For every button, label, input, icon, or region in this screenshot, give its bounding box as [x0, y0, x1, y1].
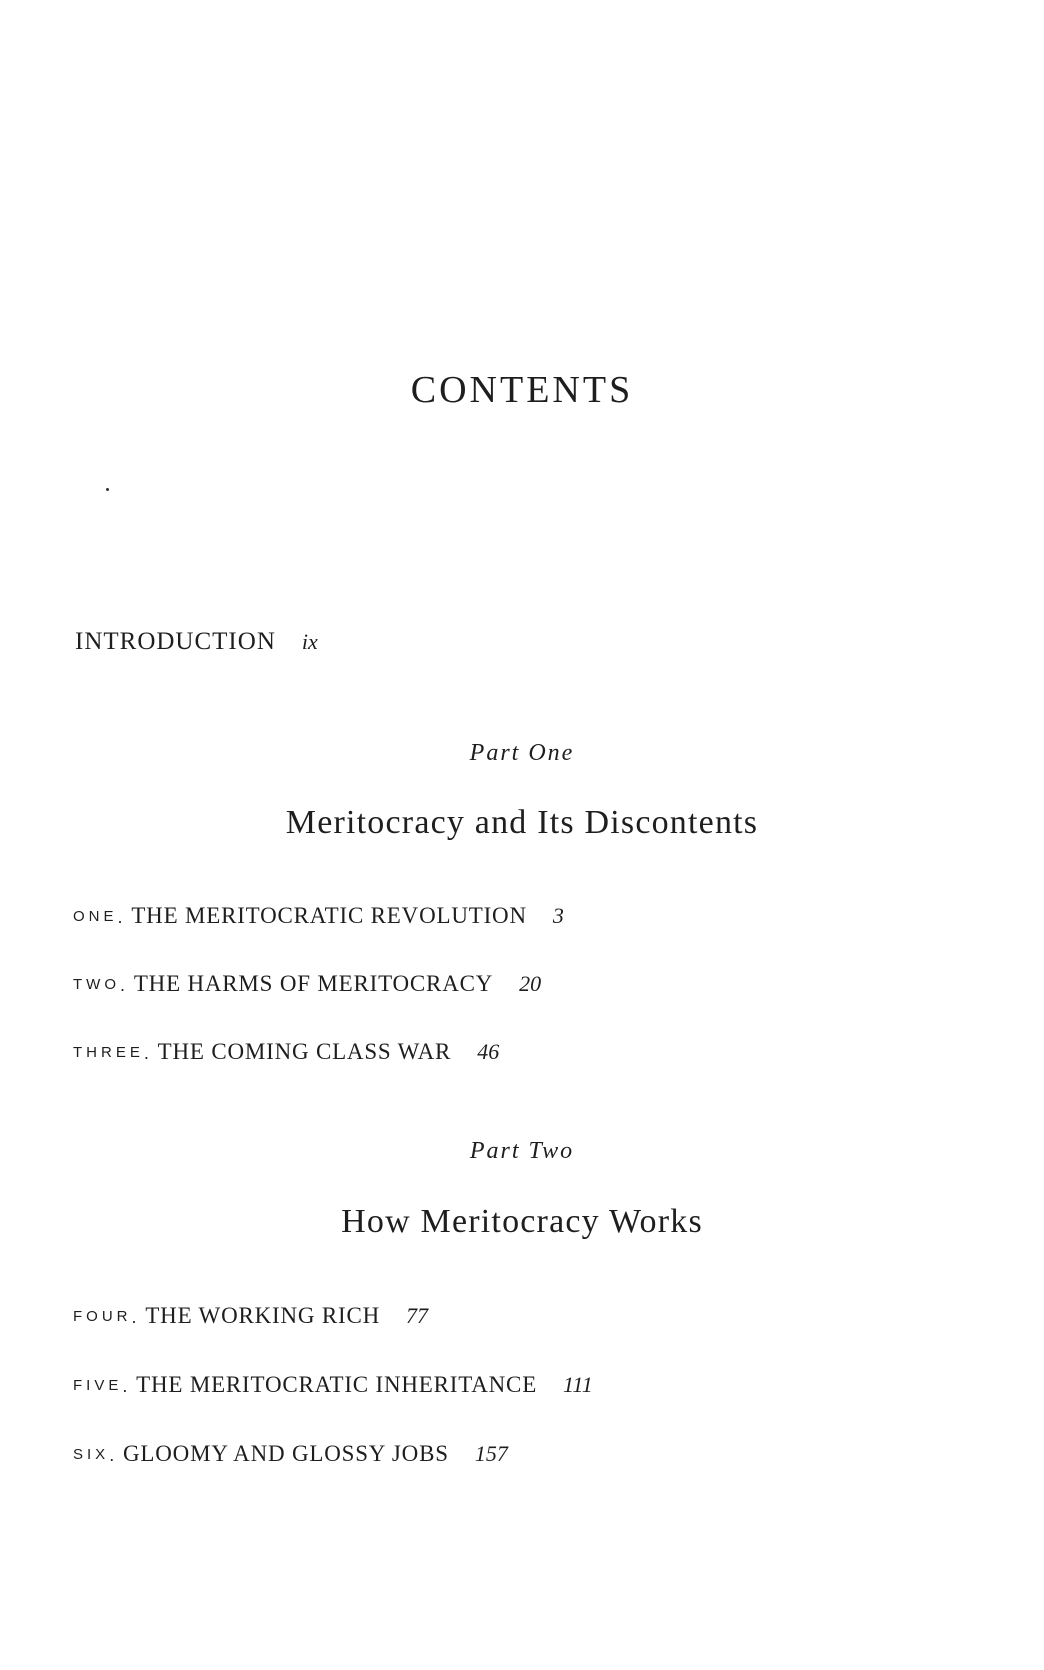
- chapter-separator: .: [122, 1376, 129, 1396]
- introduction-page-number: ix: [301, 629, 318, 654]
- chapter-title: THE MERITOCRATIC REVOLUTION: [131, 903, 527, 928]
- page-title: CONTENTS: [410, 369, 634, 411]
- chapter-page-number: 20: [519, 971, 542, 996]
- introduction-label: INTRODUCTION: [75, 628, 276, 655]
- part-two-title: How Meritocracy Works: [341, 1203, 703, 1240]
- chapter-title: THE MERITOCRATIC INHERITANCE: [136, 1372, 538, 1397]
- chapter-number: SIX: [73, 1446, 110, 1463]
- toc-entry-chapter-four[interactable]: [73, 1303, 428, 1329]
- chapter-number: THREE: [73, 1044, 144, 1061]
- chapter-separator: .: [117, 907, 124, 927]
- chapter-number: FOUR: [73, 1308, 132, 1325]
- chapter-title: THE HARMS OF MERITOCRACY: [133, 971, 494, 996]
- toc-entry-chapter-five[interactable]: [73, 1372, 593, 1398]
- chapter-title: GLOOMY AND GLOSSY JOBS: [123, 1441, 449, 1466]
- toc-entry-chapter-three[interactable]: [73, 1039, 499, 1065]
- chapter-page-number: 3: [552, 903, 564, 928]
- chapter-title: THE WORKING RICH: [145, 1303, 381, 1328]
- chapter-page-number: 46: [477, 1039, 500, 1064]
- stray-mark: [106, 488, 109, 491]
- toc-entry-chapter-six[interactable]: [73, 1441, 508, 1467]
- toc-entry-chapter-one[interactable]: [73, 903, 564, 929]
- toc-entry-chapter-two[interactable]: [73, 971, 541, 997]
- chapter-separator: .: [143, 1043, 150, 1063]
- chapter-number: FIVE: [73, 1377, 123, 1394]
- chapter-separator: .: [131, 1307, 138, 1327]
- chapter-page-number: 157: [474, 1441, 508, 1466]
- toc-entry-introduction[interactable]: [75, 628, 318, 656]
- chapter-title: THE COMING CLASS WAR: [157, 1039, 452, 1064]
- part-two-label: Part Two: [469, 1138, 575, 1164]
- chapter-separator: .: [120, 975, 126, 995]
- chapter-page-number: 111: [563, 1372, 593, 1397]
- part-one-title: Meritocracy and Its Discontents: [285, 804, 759, 841]
- part-one-label: Part One: [469, 740, 575, 766]
- chapter-separator: .: [109, 1445, 115, 1465]
- chapter-number: ONE: [73, 908, 118, 925]
- chapter-number: TWO: [73, 976, 120, 993]
- chapter-page-number: 77: [406, 1303, 429, 1328]
